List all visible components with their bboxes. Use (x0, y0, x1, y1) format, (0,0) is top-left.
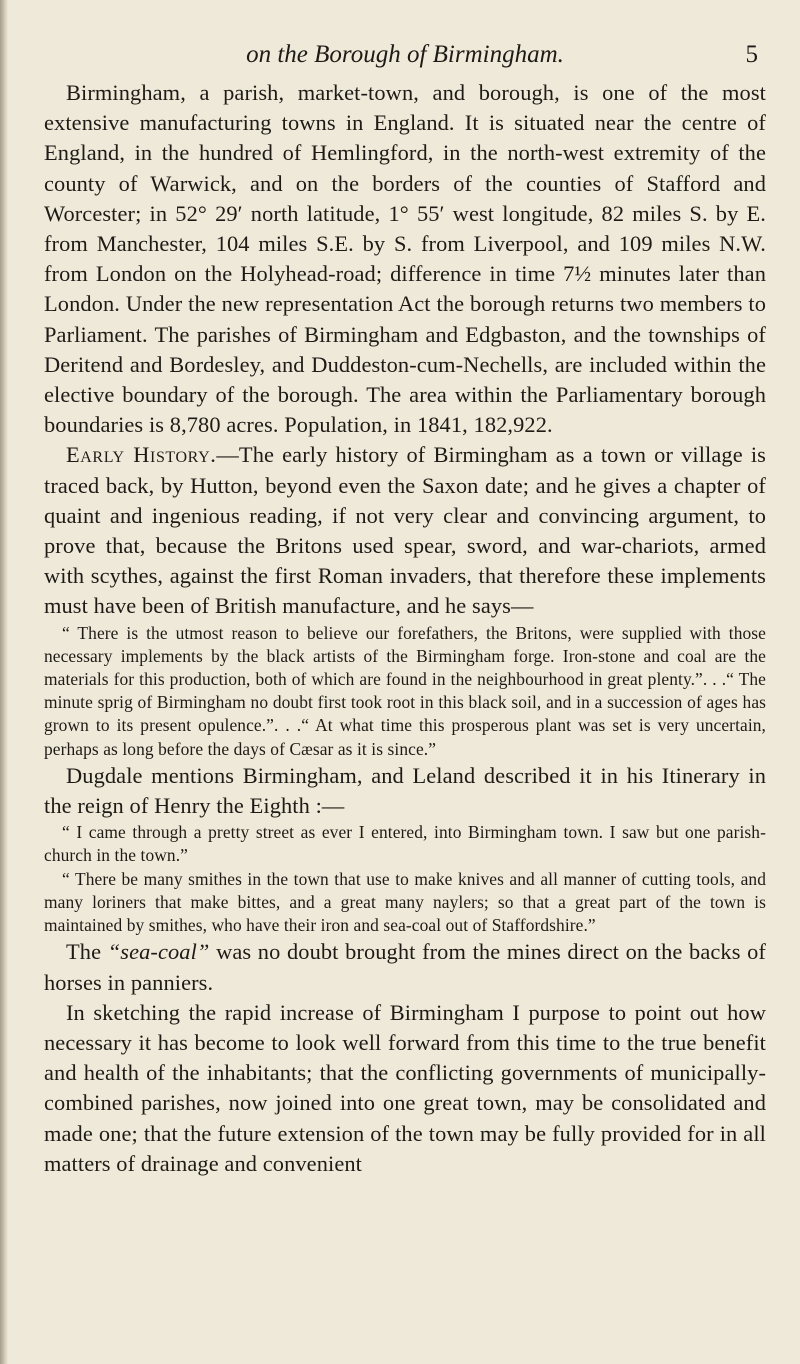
page-number: 5 (745, 41, 758, 68)
quote-leland-1: “ I came through a pretty street as ever I entered, into Birmingham town. I saw but one parish-church in the town.” (44, 822, 766, 866)
paragraph-sketching: In sketching the rapid increase of Birmingham I purpose to point out how necessary it has become to look well forward from this time to the true benefit and health of the inhabitants; that the conflicting governments of municipally-combined parishes, now joined into one great town, may be consolidated and made one; that the future extension of the town may be fully provided for in all matters of drainage and convenient (44, 999, 766, 1176)
running-header (44, 40, 766, 70)
running-head-title: on the Borough of Birmingham. (246, 41, 564, 68)
paragraph-early-history (44, 440, 766, 621)
paragraph-intro: Birmingham, a parish, market-town, and borough, is one of the most extensive manufacturing towns in England. It is situated near the centre of England, in the hundred of Hemlingford, in the north-west extremity of the county of Warwick, and on the borders of the counties of Stafford and Worcester; in 52° 29′ north latitude, 1° 55′ west longitude, 82 miles S. by E. from Manchester, 104 miles S.E. by S. from Liverpool, and 109 miles N.W. from London on the Holyhead-road; difference in time 7½ minutes later than London. Under the new representation Act the borough returns two members to Parliament. The parishes of Birmingham and Edgbaston, and the townships of Deritend and Bordesley, and Duddeston-cum-Nechells, are included within the elective boundary of the borough. The area within the Parliamentary borough boundaries is 8,780 acres. Population, in 1841, 182,922. (44, 80, 766, 438)
early-history-text: —The early history of Birmingham as a town or village is traced back, by Hutton, beyond even the Saxon date; and he gives a chapter of quaint and ingenious reading, if not very clear and convincing argument, to prove that, because the Britons used spear, sword, and war-chariots, armed with scythes, against the first Roman invaders, that therefore these implements must have been of British manufacture, and he says— (44, 442, 766, 619)
paragraph-dugdale: Dugdale mentions Birmingham, and Leland described it in his Itinerary in the reign of Henry the Eighth :— (44, 762, 766, 819)
paragraph-sea-coal (44, 937, 766, 997)
sea-coal-lead: The (66, 939, 108, 965)
quote-leland-2: “ There be many smithes in the town that use to make knives and all manner of cutting tools, and many loriners that make bittes, and a great many naylers; so that a great part of the town is maintained by smithes, who have their iron and sea-coal out of Staffordshire.” (44, 868, 766, 936)
quote-hutton: “ There is the utmost reason to believe our forefathers, the Britons, were supplied with those necessary implements by the black artists of the Birmingham forge. Iron-stone and coal are the materials for this production, both of which are found in the neighbourhood in great plenty.”. . .“ The minute sprig of Birmingham no doubt first took root in this black soil, and in a succession of ages has grown to its present opulence.”. . .“ At what time this prosperous plant was set is very uncertain, perhaps as long before the days of Cæsar as it is since.” (44, 622, 766, 759)
section-heading-early-history: Early History. (66, 442, 217, 468)
sea-coal-term: “sea-coal” (107, 939, 210, 965)
sea-coal-rest: was no doubt brought from the mines direct on the backs of horses in panniers. (44, 939, 766, 995)
